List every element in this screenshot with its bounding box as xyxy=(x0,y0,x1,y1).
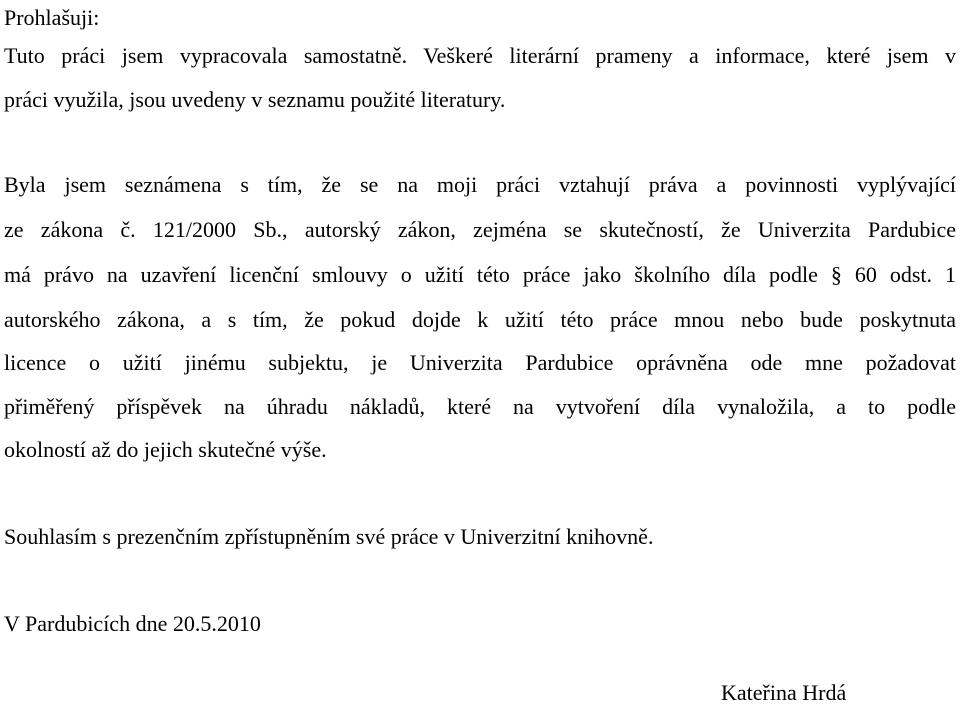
paragraph2-line-2: ze zákona č. 121/2000 Sb., autorský zákon, zejména se skutečností, že Univerzita Pardubice xyxy=(4,217,956,242)
paragraph2-line-6: přiměřený příspěvek na úhradu nákladů, které na vytvoření díla vynaložila, a to podle xyxy=(4,394,956,419)
signature-name: Kateřina Hrdá xyxy=(721,680,847,705)
paragraph2-line-7: okolností až do jejich skutečné výše. xyxy=(4,437,327,462)
paragraph1-line-2: práci využila, jsou uvedeny v seznamu použité literatury. xyxy=(4,87,506,112)
place-and-date: V Pardubicích dne 20.5.2010 xyxy=(4,611,261,636)
paragraph2-line-4: autorského zákona, a s tím, že pokud dojde k užití této práce mnou nebo bude poskytnuta xyxy=(4,307,956,332)
paragraph2-line-1: Byla jsem seznámena s tím, že se na moji práci vztahují práva a povinnosti vyplývající xyxy=(4,172,956,197)
declaration-heading: Prohlašuji: xyxy=(4,5,100,30)
paragraph1-line-1: Tuto práci jsem vypracovala samostatně. Veškeré literární prameny a informace, které jsem v xyxy=(4,43,956,68)
paragraph2-line-5: licence o užití jinému subjektu, je Univerzita Pardubice oprávněna ode mne požadovat xyxy=(4,350,956,375)
consent-statement: Souhlasím s prezenčním zpřístupněním své práce v Univerzitní knihovně. xyxy=(4,524,654,549)
paragraph2-line-3: má právo na uzavření licenční smlouvy o užití této práce jako školního díla podle § 60 odst. 1 xyxy=(4,262,956,287)
